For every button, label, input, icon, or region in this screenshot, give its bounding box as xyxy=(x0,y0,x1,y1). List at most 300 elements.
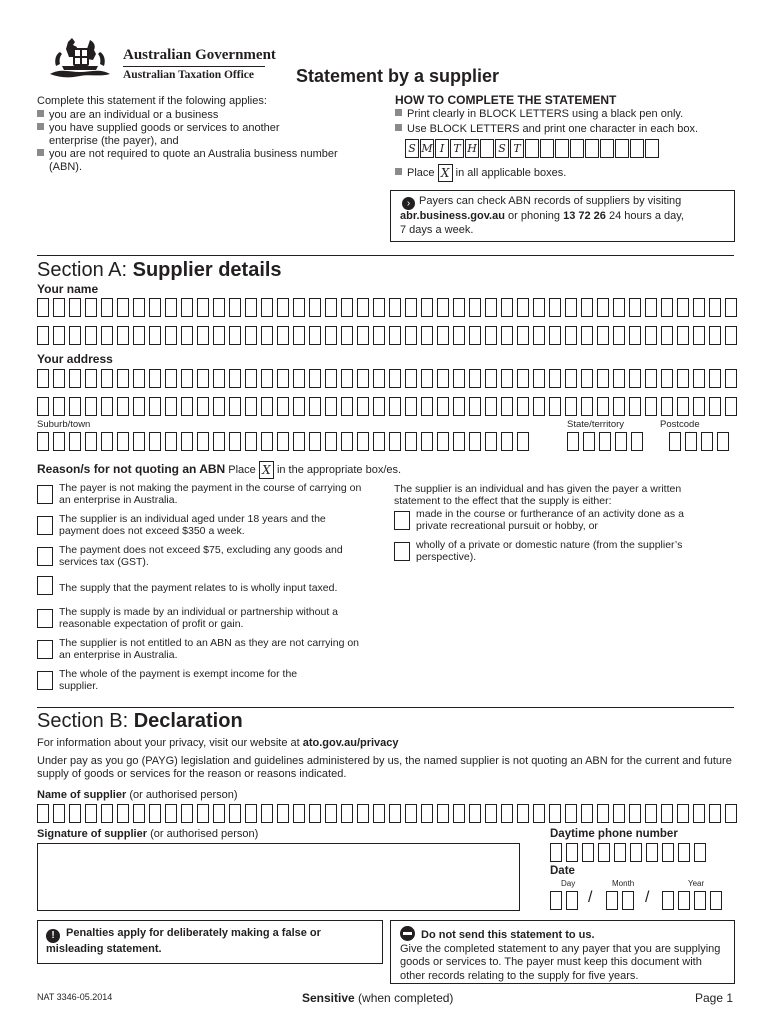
char-box[interactable] xyxy=(357,298,369,317)
char-box[interactable] xyxy=(293,432,305,451)
char-box[interactable] xyxy=(117,326,129,345)
char-box[interactable] xyxy=(213,369,225,388)
postcode-boxes[interactable] xyxy=(669,432,733,451)
char-box[interactable] xyxy=(453,326,465,345)
char-box[interactable] xyxy=(629,326,641,345)
char-box[interactable] xyxy=(389,804,401,823)
your-name-row-2[interactable] xyxy=(37,326,741,345)
char-box[interactable] xyxy=(662,843,674,862)
char-box[interactable] xyxy=(53,397,65,416)
char-box[interactable] xyxy=(197,298,209,317)
char-box[interactable] xyxy=(501,326,513,345)
char-box[interactable] xyxy=(661,326,673,345)
char-box[interactable] xyxy=(325,397,337,416)
char-box[interactable] xyxy=(117,369,129,388)
char-box[interactable] xyxy=(549,397,561,416)
char-box[interactable] xyxy=(389,369,401,388)
char-box[interactable] xyxy=(69,432,81,451)
char-box[interactable] xyxy=(709,298,721,317)
char-box[interactable] xyxy=(677,369,689,388)
char-box[interactable] xyxy=(101,432,113,451)
char-box[interactable] xyxy=(661,369,673,388)
char-box[interactable] xyxy=(309,369,321,388)
char-box[interactable] xyxy=(293,397,305,416)
char-box[interactable] xyxy=(85,804,97,823)
char-box[interactable] xyxy=(645,326,657,345)
char-box[interactable] xyxy=(213,397,225,416)
char-box[interactable] xyxy=(614,843,626,862)
char-box[interactable] xyxy=(421,369,433,388)
char-box[interactable] xyxy=(341,432,353,451)
char-box[interactable] xyxy=(197,397,209,416)
char-box[interactable] xyxy=(53,432,65,451)
char-box[interactable] xyxy=(149,397,161,416)
char-box[interactable] xyxy=(533,397,545,416)
char-box[interactable] xyxy=(165,326,177,345)
signature-box[interactable] xyxy=(37,843,520,911)
char-box[interactable] xyxy=(69,397,81,416)
char-box[interactable] xyxy=(421,432,433,451)
char-box[interactable] xyxy=(389,326,401,345)
char-box[interactable] xyxy=(615,432,627,451)
char-box[interactable] xyxy=(485,804,497,823)
char-box[interactable] xyxy=(485,397,497,416)
char-box[interactable] xyxy=(421,298,433,317)
char-box[interactable] xyxy=(197,326,209,345)
char-box[interactable] xyxy=(613,369,625,388)
char-box[interactable] xyxy=(245,369,257,388)
char-box[interactable] xyxy=(37,298,49,317)
char-box[interactable] xyxy=(678,843,690,862)
char-box[interactable] xyxy=(677,397,689,416)
char-box[interactable] xyxy=(373,298,385,317)
char-box[interactable] xyxy=(261,369,273,388)
date-month-boxes[interactable] xyxy=(606,891,638,910)
char-box[interactable] xyxy=(485,326,497,345)
char-box[interactable] xyxy=(69,804,81,823)
char-box[interactable] xyxy=(389,397,401,416)
char-box[interactable] xyxy=(133,432,145,451)
char-box[interactable] xyxy=(725,369,737,388)
date-day-boxes[interactable] xyxy=(550,891,582,910)
char-box[interactable] xyxy=(581,369,593,388)
privacy-link[interactable]: ato.gov.au/privacy xyxy=(302,737,399,749)
char-box[interactable] xyxy=(725,397,737,416)
char-box[interactable] xyxy=(373,397,385,416)
char-box[interactable] xyxy=(357,369,369,388)
char-box[interactable] xyxy=(629,298,641,317)
char-box[interactable] xyxy=(197,432,209,451)
char-box[interactable] xyxy=(213,804,225,823)
reason-option-1[interactable]: The payer is not making the payment in the course of carrying on an enterprise in Australia. xyxy=(37,482,367,506)
char-box[interactable] xyxy=(69,369,81,388)
char-box[interactable] xyxy=(197,804,209,823)
char-box[interactable] xyxy=(149,369,161,388)
char-box[interactable] xyxy=(453,804,465,823)
char-box[interactable] xyxy=(582,843,594,862)
char-box[interactable] xyxy=(565,326,577,345)
char-box[interactable] xyxy=(581,804,593,823)
char-box[interactable] xyxy=(533,298,545,317)
char-box[interactable] xyxy=(533,804,545,823)
char-box[interactable] xyxy=(453,432,465,451)
char-box[interactable] xyxy=(133,326,145,345)
char-box[interactable] xyxy=(389,298,401,317)
char-box[interactable] xyxy=(357,804,369,823)
char-box[interactable] xyxy=(646,843,658,862)
char-box[interactable] xyxy=(101,298,113,317)
char-box[interactable] xyxy=(149,804,161,823)
char-box[interactable] xyxy=(517,326,529,345)
char-box[interactable] xyxy=(437,397,449,416)
char-box[interactable] xyxy=(245,432,257,451)
date-year-boxes[interactable] xyxy=(662,891,726,910)
char-box[interactable] xyxy=(613,326,625,345)
char-box[interactable] xyxy=(437,298,449,317)
char-box[interactable] xyxy=(469,369,481,388)
char-box[interactable] xyxy=(325,298,337,317)
char-box[interactable] xyxy=(213,432,225,451)
char-box[interactable] xyxy=(709,397,721,416)
char-box[interactable] xyxy=(693,326,705,345)
char-box[interactable] xyxy=(597,298,609,317)
char-box[interactable] xyxy=(261,804,273,823)
char-box[interactable] xyxy=(606,891,618,910)
char-box[interactable] xyxy=(357,326,369,345)
char-box[interactable] xyxy=(245,298,257,317)
char-box[interactable] xyxy=(549,804,561,823)
char-box[interactable] xyxy=(293,369,305,388)
char-box[interactable] xyxy=(101,804,113,823)
reason-option-6[interactable]: The supplier is not entitled to an ABN as they are not carrying on an enterprise in Australia. xyxy=(37,637,367,661)
char-box[interactable] xyxy=(309,298,321,317)
char-box[interactable] xyxy=(549,369,561,388)
char-box[interactable] xyxy=(437,369,449,388)
char-box[interactable] xyxy=(85,298,97,317)
char-box[interactable] xyxy=(597,804,609,823)
char-box[interactable] xyxy=(678,891,690,910)
char-box[interactable] xyxy=(421,326,433,345)
char-box[interactable] xyxy=(117,397,129,416)
char-box[interactable] xyxy=(213,298,225,317)
char-box[interactable] xyxy=(709,326,721,345)
char-box[interactable] xyxy=(701,432,713,451)
char-box[interactable] xyxy=(69,326,81,345)
char-box[interactable] xyxy=(469,432,481,451)
char-box[interactable] xyxy=(53,369,65,388)
address-row-2[interactable] xyxy=(37,397,741,416)
char-box[interactable] xyxy=(261,326,273,345)
char-box[interactable] xyxy=(661,804,673,823)
char-box[interactable] xyxy=(277,397,289,416)
char-box[interactable] xyxy=(630,843,642,862)
char-box[interactable] xyxy=(293,298,305,317)
char-box[interactable] xyxy=(133,397,145,416)
char-box[interactable] xyxy=(85,326,97,345)
char-box[interactable] xyxy=(37,397,49,416)
char-box[interactable] xyxy=(341,397,353,416)
char-box[interactable] xyxy=(485,432,497,451)
char-box[interactable] xyxy=(631,432,643,451)
char-box[interactable] xyxy=(597,326,609,345)
char-box[interactable] xyxy=(325,432,337,451)
char-box[interactable] xyxy=(677,804,689,823)
char-box[interactable] xyxy=(277,298,289,317)
char-box[interactable] xyxy=(567,432,579,451)
char-box[interactable] xyxy=(669,432,681,451)
char-box[interactable] xyxy=(133,369,145,388)
char-box[interactable] xyxy=(357,397,369,416)
char-box[interactable] xyxy=(181,369,193,388)
char-box[interactable] xyxy=(181,397,193,416)
char-box[interactable] xyxy=(613,397,625,416)
char-box[interactable] xyxy=(181,432,193,451)
char-box[interactable] xyxy=(694,891,706,910)
char-box[interactable] xyxy=(373,369,385,388)
char-box[interactable] xyxy=(550,843,562,862)
your-name-row-1[interactable] xyxy=(37,298,741,317)
char-box[interactable] xyxy=(566,843,578,862)
char-box[interactable] xyxy=(325,804,337,823)
char-box[interactable] xyxy=(165,397,177,416)
reason-option-2[interactable]: The supplier is an individual aged under 18 years and the payment does not exceed $350 a week. xyxy=(37,513,367,537)
char-box[interactable] xyxy=(229,326,241,345)
char-box[interactable] xyxy=(533,369,545,388)
char-box[interactable] xyxy=(37,432,49,451)
char-box[interactable] xyxy=(181,326,193,345)
char-box[interactable] xyxy=(405,298,417,317)
char-box[interactable] xyxy=(117,804,129,823)
char-box[interactable] xyxy=(181,298,193,317)
char-box[interactable] xyxy=(685,432,697,451)
char-box[interactable] xyxy=(661,397,673,416)
char-box[interactable] xyxy=(149,432,161,451)
char-box[interactable] xyxy=(229,397,241,416)
char-box[interactable] xyxy=(710,891,722,910)
char-box[interactable] xyxy=(693,369,705,388)
char-box[interactable] xyxy=(622,891,634,910)
char-box[interactable] xyxy=(277,804,289,823)
char-box[interactable] xyxy=(357,432,369,451)
char-box[interactable] xyxy=(566,891,578,910)
reason-option-4[interactable]: The supply that the payment relates to is wholly input taxed. xyxy=(37,576,387,594)
char-box[interactable] xyxy=(662,891,674,910)
char-box[interactable] xyxy=(213,326,225,345)
char-box[interactable] xyxy=(421,804,433,823)
char-box[interactable] xyxy=(709,804,721,823)
char-box[interactable] xyxy=(599,432,611,451)
char-box[interactable] xyxy=(581,397,593,416)
char-box[interactable] xyxy=(229,298,241,317)
char-box[interactable] xyxy=(277,432,289,451)
char-box[interactable] xyxy=(325,369,337,388)
char-box[interactable] xyxy=(133,298,145,317)
char-box[interactable] xyxy=(373,804,385,823)
char-box[interactable] xyxy=(501,804,513,823)
phone-boxes[interactable] xyxy=(550,843,710,862)
char-box[interactable] xyxy=(405,804,417,823)
char-box[interactable] xyxy=(485,298,497,317)
char-box[interactable] xyxy=(453,397,465,416)
char-box[interactable] xyxy=(453,369,465,388)
char-box[interactable] xyxy=(197,369,209,388)
char-box[interactable] xyxy=(245,326,257,345)
char-box[interactable] xyxy=(533,326,545,345)
char-box[interactable] xyxy=(629,804,641,823)
char-box[interactable] xyxy=(149,326,161,345)
char-box[interactable] xyxy=(261,432,273,451)
char-box[interactable] xyxy=(309,326,321,345)
char-box[interactable] xyxy=(517,397,529,416)
reason-option-private[interactable]: wholly of a private or domestic nature (from the supplier’s perspective). xyxy=(394,539,714,563)
char-box[interactable] xyxy=(517,298,529,317)
char-box[interactable] xyxy=(53,298,65,317)
char-box[interactable] xyxy=(37,804,49,823)
char-box[interactable] xyxy=(133,804,145,823)
char-box[interactable] xyxy=(661,298,673,317)
char-box[interactable] xyxy=(693,804,705,823)
char-box[interactable] xyxy=(165,432,177,451)
char-box[interactable] xyxy=(717,432,729,451)
char-box[interactable] xyxy=(725,326,737,345)
char-box[interactable] xyxy=(373,432,385,451)
char-box[interactable] xyxy=(277,369,289,388)
char-box[interactable] xyxy=(325,326,337,345)
char-box[interactable] xyxy=(117,432,129,451)
char-box[interactable] xyxy=(101,369,113,388)
char-box[interactable] xyxy=(645,369,657,388)
reason-option-7[interactable]: The whole of the payment is exempt income for the supplier. xyxy=(37,668,337,692)
char-box[interactable] xyxy=(309,804,321,823)
char-box[interactable] xyxy=(517,804,529,823)
char-box[interactable] xyxy=(421,397,433,416)
char-box[interactable] xyxy=(101,326,113,345)
char-box[interactable] xyxy=(405,369,417,388)
char-box[interactable] xyxy=(69,298,81,317)
char-box[interactable] xyxy=(469,804,481,823)
char-box[interactable] xyxy=(341,326,353,345)
char-box[interactable] xyxy=(341,804,353,823)
reason-option-3[interactable]: The payment does not exceed $75, excluding any goods and services tax (GST). xyxy=(37,544,367,568)
char-box[interactable] xyxy=(293,326,305,345)
char-box[interactable] xyxy=(677,326,689,345)
char-box[interactable] xyxy=(181,804,193,823)
char-box[interactable] xyxy=(437,326,449,345)
char-box[interactable] xyxy=(517,369,529,388)
char-box[interactable] xyxy=(693,298,705,317)
char-box[interactable] xyxy=(645,804,657,823)
char-box[interactable] xyxy=(517,432,529,451)
char-box[interactable] xyxy=(53,326,65,345)
char-box[interactable] xyxy=(549,326,561,345)
char-box[interactable] xyxy=(469,298,481,317)
char-box[interactable] xyxy=(501,397,513,416)
char-box[interactable] xyxy=(694,843,706,862)
char-box[interactable] xyxy=(469,397,481,416)
char-box[interactable] xyxy=(469,326,481,345)
char-box[interactable] xyxy=(277,326,289,345)
state-boxes[interactable] xyxy=(567,432,647,451)
char-box[interactable] xyxy=(598,843,610,862)
char-box[interactable] xyxy=(293,804,305,823)
char-box[interactable] xyxy=(565,397,577,416)
char-box[interactable] xyxy=(613,804,625,823)
char-box[interactable] xyxy=(341,298,353,317)
char-box[interactable] xyxy=(85,397,97,416)
char-box[interactable] xyxy=(341,369,353,388)
char-box[interactable] xyxy=(725,804,737,823)
char-box[interactable] xyxy=(309,432,321,451)
char-box[interactable] xyxy=(53,804,65,823)
char-box[interactable] xyxy=(597,369,609,388)
char-box[interactable] xyxy=(229,432,241,451)
char-box[interactable] xyxy=(501,369,513,388)
char-box[interactable] xyxy=(501,432,513,451)
char-box[interactable] xyxy=(629,397,641,416)
char-box[interactable] xyxy=(565,298,577,317)
char-box[interactable] xyxy=(229,369,241,388)
char-box[interactable] xyxy=(581,326,593,345)
char-box[interactable] xyxy=(485,369,497,388)
char-box[interactable] xyxy=(613,298,625,317)
char-box[interactable] xyxy=(37,369,49,388)
char-box[interactable] xyxy=(693,397,705,416)
suburb-boxes[interactable] xyxy=(37,432,533,451)
char-box[interactable] xyxy=(245,397,257,416)
reason-option-hobby[interactable]: made in the course or furtherance of an activity done as a private recreational pursuit or hobby, or xyxy=(394,508,714,532)
char-box[interactable] xyxy=(645,397,657,416)
char-box[interactable] xyxy=(565,804,577,823)
char-box[interactable] xyxy=(149,298,161,317)
char-box[interactable] xyxy=(677,298,689,317)
char-box[interactable] xyxy=(165,804,177,823)
char-box[interactable] xyxy=(261,298,273,317)
char-box[interactable] xyxy=(85,432,97,451)
char-box[interactable] xyxy=(165,298,177,317)
reason-option-5[interactable]: The supply is made by an individual or partnership without a reasonable expectation of profit or gain. xyxy=(37,606,367,630)
char-box[interactable] xyxy=(583,432,595,451)
char-box[interactable] xyxy=(725,298,737,317)
char-box[interactable] xyxy=(501,298,513,317)
char-box[interactable] xyxy=(405,326,417,345)
supplier-name-boxes[interactable] xyxy=(37,804,741,823)
char-box[interactable] xyxy=(101,397,113,416)
char-box[interactable] xyxy=(261,397,273,416)
char-box[interactable] xyxy=(389,432,401,451)
char-box[interactable] xyxy=(405,397,417,416)
char-box[interactable] xyxy=(550,891,562,910)
char-box[interactable] xyxy=(245,804,257,823)
abr-link[interactable]: abr.business.gov.au xyxy=(400,210,505,222)
char-box[interactable] xyxy=(309,397,321,416)
char-box[interactable] xyxy=(165,369,177,388)
char-box[interactable] xyxy=(645,298,657,317)
char-box[interactable] xyxy=(229,804,241,823)
char-box[interactable] xyxy=(405,432,417,451)
char-box[interactable] xyxy=(597,397,609,416)
char-box[interactable] xyxy=(453,298,465,317)
char-box[interactable] xyxy=(373,326,385,345)
char-box[interactable] xyxy=(437,432,449,451)
address-row-1[interactable] xyxy=(37,369,741,388)
char-box[interactable] xyxy=(437,804,449,823)
char-box[interactable] xyxy=(565,369,577,388)
char-box[interactable] xyxy=(37,326,49,345)
char-box[interactable] xyxy=(629,369,641,388)
char-box[interactable] xyxy=(549,298,561,317)
char-box[interactable] xyxy=(117,298,129,317)
char-box[interactable] xyxy=(709,369,721,388)
